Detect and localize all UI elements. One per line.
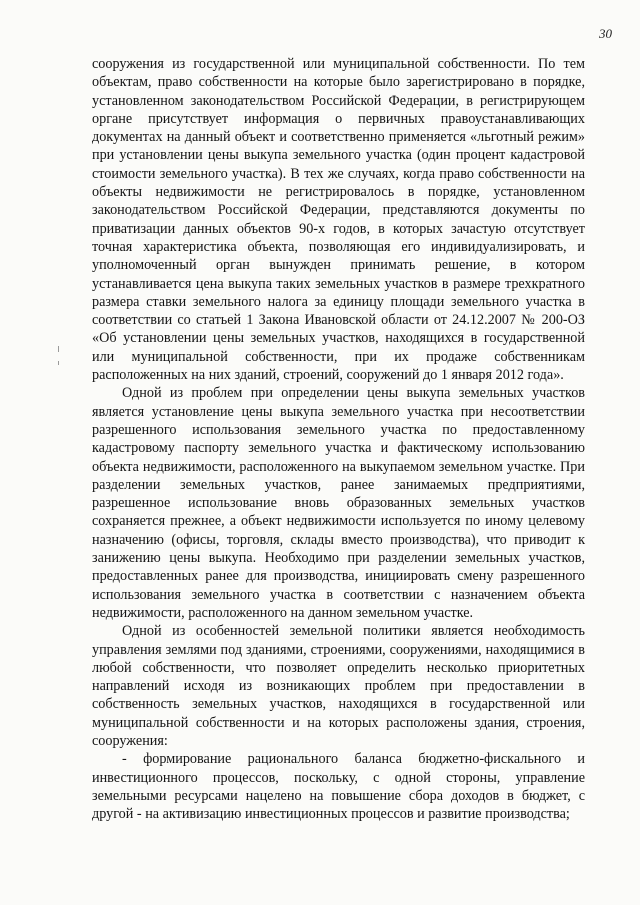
margin-mark <box>58 361 59 365</box>
page-number: 30 <box>599 26 612 41</box>
paragraph-price-determination: Одной из проблем при определении цены выкупа земельных участков является установление цены выкупа земельного участка при несоответствии разрешенного использования земельного участка по предоставленному кадастровому паспорту земельного участка и фактическому использованию объекта недвижимости, расположенного на выкупаемом земельном участке. При разделении земельных участков, ранее занимаемых предприятиями, разрешенное использование вновь образованных земельных участков сохраняется прежнее, а объект недвижимости используется по иному целевому назначению (офисы, торговля, склады вместо производства), что приводит к занижению цены выкупа. Необходимо при разделении земельных участков, предоставленных ранее для производства, инициировать смену разрешенного использования земельного участка в соответствии с назначением объекта недвижимости, расположенного на данном земельном участке. <box>92 385 585 621</box>
document-body <box>92 55 585 823</box>
list-item-balance: - формирование рационального баланса бюджетно-фискального и инвестиционного процессов, поскольку, с одной стороны, управление земельными ресурсами нацелено на повышение сбора доходов в бюджет, с другой - на активизацию инвестиционных процессов и развитие производства; <box>92 751 585 823</box>
paragraph-land-policy: Одной из особенностей земельной политики является необходимость управления землями под зданиями, строениями, сооружениями, находящимися в любой собственности, что позволяет определить несколько приоритетных направлений исходя из возникающих проблем при предоставлении в собственность земельных участков, находящихся в государственной или муниципальной собственности и на которых расположены здания, строения, сооружения: <box>92 623 585 749</box>
margin-mark <box>58 346 59 352</box>
paragraph-continuation: сооружения из государственной или муниципальной собственности. По тем объектам, право собственности на которые было зарегистрировано в порядке, установленном законодательством Российской Федерации, в регистрирующем органе присутствует информация о первичных правоустанавливающих документах на данный объект и соответственно применяется «льготный режим» при установлении цены выкупа земельного участка (один процент кадастровой стоимости земельного участка). В тех же случаях, когда право собственности на объекты недвижимости не регистрировалось в порядке, установленном законодательством Российской Федерации, представляются документы по приватизации данных объектов 90-х годов, в которых зачастую отсутствует точная характеристика объекта, позволяющая его индивидуализировать, и уполномоченный орган вынужден принимать решение, в котором устанавливается цена выкупа таких земельных участков в размере трехкратного размера ставки земельного налога за единицу площади земельного участка в соответствии со статьей 1 Закона Ивановской области от 24.12.2007 № 200-ОЗ «Об установлении цены земельных участков, находящихся в государственной или муниципальной собственности, при их продаже собственникам расположенных на них зданий, строений, сооружений до 1 января 2012 года». <box>92 56 585 384</box>
